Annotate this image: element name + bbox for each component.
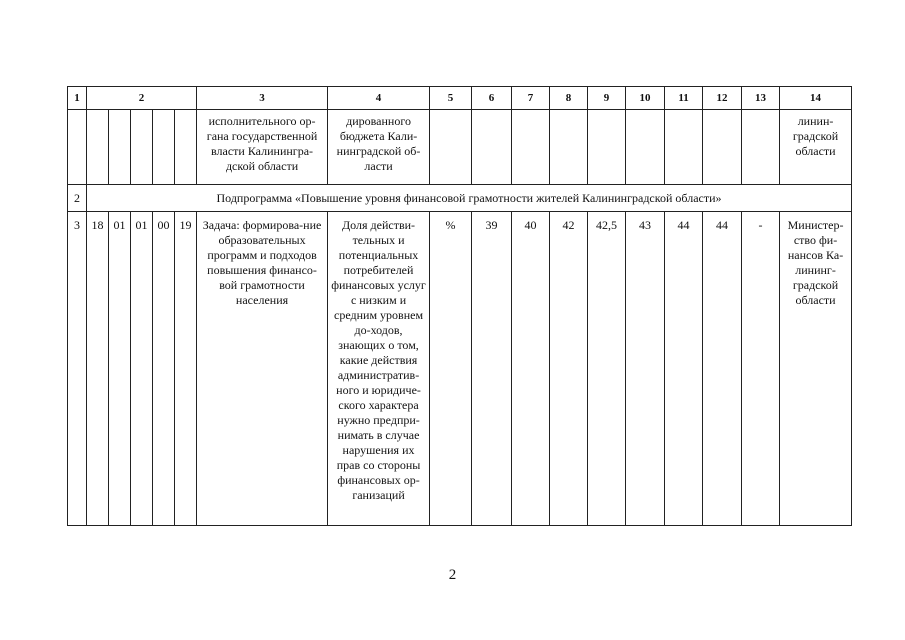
header-col-12: 12 xyxy=(703,87,742,110)
cont-cell-8 xyxy=(550,110,588,185)
cont-cell-6 xyxy=(472,110,512,185)
cont-cell-code-3 xyxy=(131,110,153,185)
code-part-3: 01 xyxy=(131,212,153,526)
unit-of-measure: % xyxy=(430,212,472,526)
cont-cell-9 xyxy=(588,110,626,185)
subprogram-title: Подпрограмма «Повышение уровня финансовой грамотности жителей Калининградской области» xyxy=(87,185,852,212)
header-col-11: 11 xyxy=(665,87,703,110)
header-col-6: 6 xyxy=(472,87,512,110)
cont-cell-code-5 xyxy=(175,110,197,185)
header-col-9: 9 xyxy=(588,87,626,110)
value-col-11: 44 xyxy=(665,212,703,526)
cont-cell-code-2 xyxy=(109,110,131,185)
header-col-4: 4 xyxy=(328,87,430,110)
indicator-row-number: 3 xyxy=(68,212,87,526)
cont-cell-authority: исполнительного ор-гана государственной власти Калинингра-дской области xyxy=(197,110,328,185)
header-col-1: 1 xyxy=(68,87,87,110)
page-number: 2 xyxy=(448,567,457,583)
header-col-14: 14 xyxy=(780,87,852,110)
code-part-2: 01 xyxy=(109,212,131,526)
header-row xyxy=(68,87,852,110)
value-col-7: 40 xyxy=(512,212,550,526)
header-col-3: 3 xyxy=(197,87,328,110)
value-col-9: 42,5 xyxy=(588,212,626,526)
value-col-6: 39 xyxy=(472,212,512,526)
header-col-8: 8 xyxy=(550,87,588,110)
cont-cell-5 xyxy=(430,110,472,185)
subprogram-row xyxy=(68,185,852,212)
code-part-5: 19 xyxy=(175,212,197,526)
value-col-8: 42 xyxy=(550,212,588,526)
cont-cell-13 xyxy=(742,110,780,185)
task-description: Задача: формирова-ние образовательных программ и подходов повышения финансо-вой грамотности населения xyxy=(197,212,328,526)
continuation-row xyxy=(68,110,852,185)
value-col-10: 43 xyxy=(626,212,665,526)
subprogram-row-number: 2 xyxy=(68,185,87,212)
cont-cell-7 xyxy=(512,110,550,185)
cont-cell-10 xyxy=(626,110,665,185)
cont-cell-11 xyxy=(665,110,703,185)
cont-cell-1 xyxy=(68,110,87,185)
header-col-7: 7 xyxy=(512,87,550,110)
indicator-row xyxy=(68,212,852,526)
header-col-5: 5 xyxy=(430,87,472,110)
value-col-13: - xyxy=(742,212,780,526)
indicator-description: Доля действи-тельных и потенциальных потребителей финансовых услуг с низким и средним уровнем до-ходов, знающих о том, какие действия административ-ного и юридиче-ского характера нужно предпри-нимать в случае нарушения их прав со стороны финансовых ор-ганизаций xyxy=(328,212,430,526)
cont-cell-code-4 xyxy=(153,110,175,185)
header-col-10: 10 xyxy=(626,87,665,110)
cont-cell-budget: дированного бюджета Кали-нинградской об-ласти xyxy=(328,110,430,185)
code-part-1: 18 xyxy=(87,212,109,526)
cont-cell-region: линин-градской области xyxy=(780,110,852,185)
value-col-12: 44 xyxy=(703,212,742,526)
code-part-4: 00 xyxy=(153,212,175,526)
program-indicators-table xyxy=(67,86,852,526)
responsible-body: Министер-ство фи-нансов Ка-лининг-градской области xyxy=(780,212,852,526)
cont-cell-code-1 xyxy=(87,110,109,185)
cont-cell-12 xyxy=(703,110,742,185)
header-col-2: 2 xyxy=(87,87,197,110)
header-col-13: 13 xyxy=(742,87,780,110)
